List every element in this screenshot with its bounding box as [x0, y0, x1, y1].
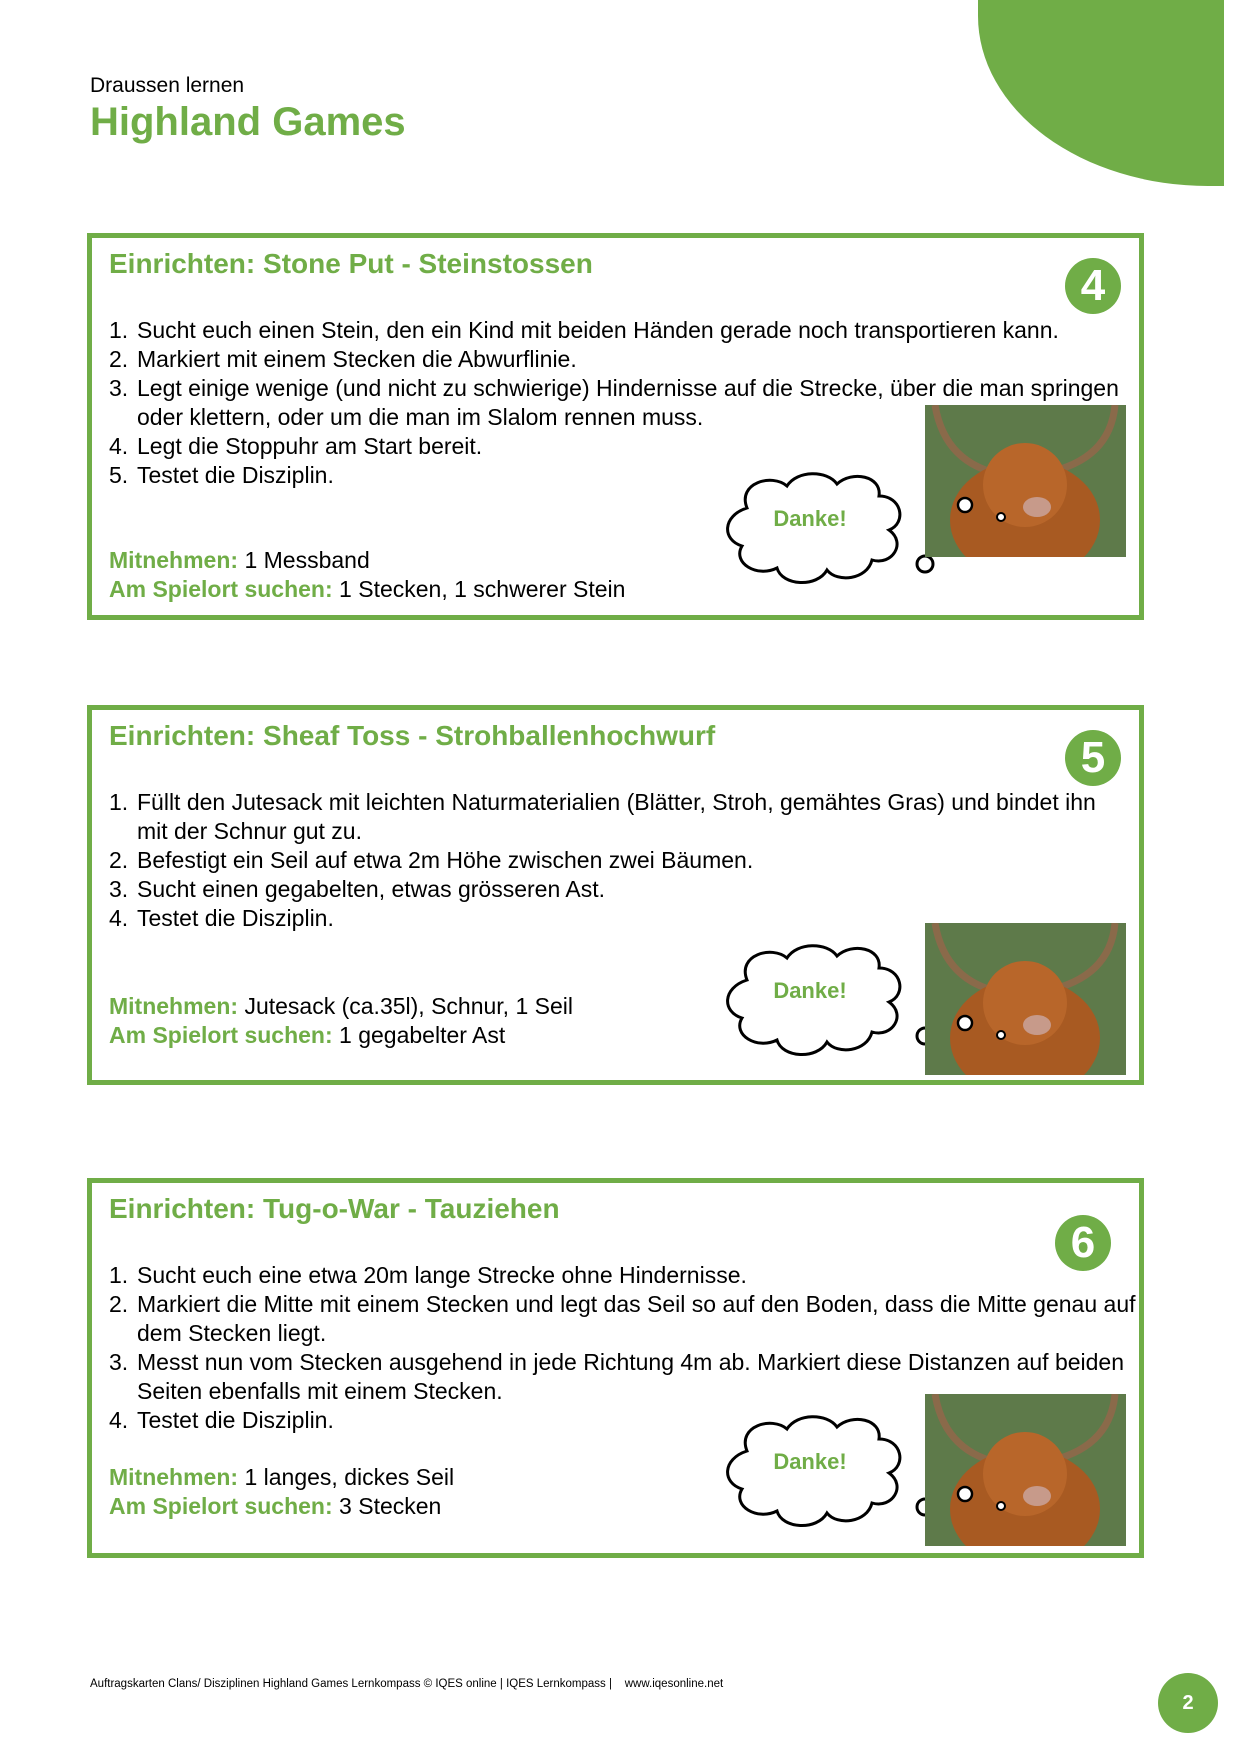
- thought-bubble: [717, 940, 917, 1080]
- step-item: 4. Legt die Stoppuhr am Start bereit.: [109, 433, 483, 459]
- step-item: 2. Befestigt ein Seil auf etwa 2m Höhe zwischen zwei Bäumen.: [109, 847, 754, 873]
- step-item: 4. Testet die Disziplin.: [109, 905, 334, 931]
- step-item: 2. Markiert die Mitte mit einem Stecken und legt das Seil so auf den Boden, dass die Mitte genau auf dem Stecken liegt.: [109, 1291, 1136, 1346]
- thought-text: Danke!: [773, 506, 847, 531]
- suchen-row: Am Spielort suchen: 3 Stecken: [109, 1493, 442, 1519]
- step-item: 2. Markiert mit einem Stecken die Abwurflinie.: [109, 346, 577, 372]
- step-item: 1. Sucht euch eine etwa 20m lange Strecke ohne Hindernisse.: [109, 1262, 747, 1288]
- suchen-row: Am Spielort suchen: 1 Stecken, 1 schwerer Stein: [109, 576, 626, 602]
- step-item: 1. Füllt den Jutesack mit leichten Naturmaterialien (Blätter, Stroh, gemähtes Gras) und bindet ihn mit der Schnur gut zu.: [109, 789, 1096, 844]
- suchen-row: Am Spielort suchen: 1 gegabelter Ast: [109, 1022, 506, 1048]
- card-number-badge: 4: [1065, 258, 1121, 314]
- thought-text: Danke!: [773, 1449, 847, 1474]
- footer-text: Auftragskarten Clans/ Disziplinen Highland Games Lernkompass © IQES online | IQES Lernkompass | www.iqesonline.net: [90, 1678, 724, 1690]
- card-number-badge: 5: [1065, 730, 1121, 786]
- task-card-tug-o-war: [87, 1178, 1144, 1558]
- step-item: 3. Sucht einen gegabelten, etwas grösseren Ast.: [109, 876, 605, 902]
- mitnehmen-row: Mitnehmen: Jutesack (ca.35l), Schnur, 1 Seil: [109, 993, 574, 1019]
- step-item: 3. Messt nun vom Stecken ausgehend in jede Richtung 4m ab. Markiert diese Distanzen auf beiden Seiten ebenfalls mit einem Stecken.: [109, 1349, 1125, 1404]
- card-title: Einrichten: Sheaf Toss - Strohballenhochwurf: [109, 720, 716, 751]
- mitnehmen-row: Mitnehmen: 1 langes, dickes Seil: [109, 1464, 455, 1490]
- step-item: 1. Sucht euch einen Stein, den ein Kind mit beiden Händen gerade noch transportieren kann.: [109, 317, 1059, 343]
- materials-info: [109, 1463, 454, 1521]
- steps-list: [109, 788, 1137, 933]
- task-card-stone-put: [87, 233, 1144, 620]
- highland-cow-image: [925, 923, 1126, 1075]
- thought-text: Danke!: [773, 978, 847, 1003]
- page-number-badge: 2: [1158, 1673, 1218, 1733]
- card-number-badge: 6: [1055, 1215, 1111, 1271]
- materials-info: [109, 992, 573, 1050]
- thought-cloud-icon: [717, 940, 937, 1090]
- thought-bubble: [717, 1411, 917, 1551]
- page-subtitle: Draussen lernen: [90, 74, 245, 97]
- highland-cow-image: [925, 1394, 1126, 1546]
- card-title: Einrichten: Tug-o-War - Tauziehen: [109, 1193, 560, 1224]
- task-card-sheaf-toss: [87, 705, 1144, 1085]
- corner-decoration: [978, 0, 1224, 186]
- highland-cow-image: [925, 405, 1126, 557]
- step-item: 5. Testet die Disziplin.: [109, 462, 334, 488]
- step-item: 3. Legt einige wenige (und nicht zu schwierige) Hindernisse auf die Strecke, über die man springen oder klettern, oder um die man im Slalom rennen muss.: [109, 375, 1119, 430]
- card-title: Einrichten: Stone Put - Steinstossen: [109, 248, 593, 279]
- step-item: 4. Testet die Disziplin.: [109, 1407, 334, 1433]
- page-title: Highland Games: [90, 100, 406, 144]
- mitnehmen-row: Mitnehmen: 1 Messband: [109, 547, 370, 573]
- thought-bubble: [717, 468, 917, 608]
- materials-info: [109, 546, 625, 604]
- thought-cloud-icon: [717, 1411, 937, 1561]
- thought-cloud-icon: [717, 468, 937, 618]
